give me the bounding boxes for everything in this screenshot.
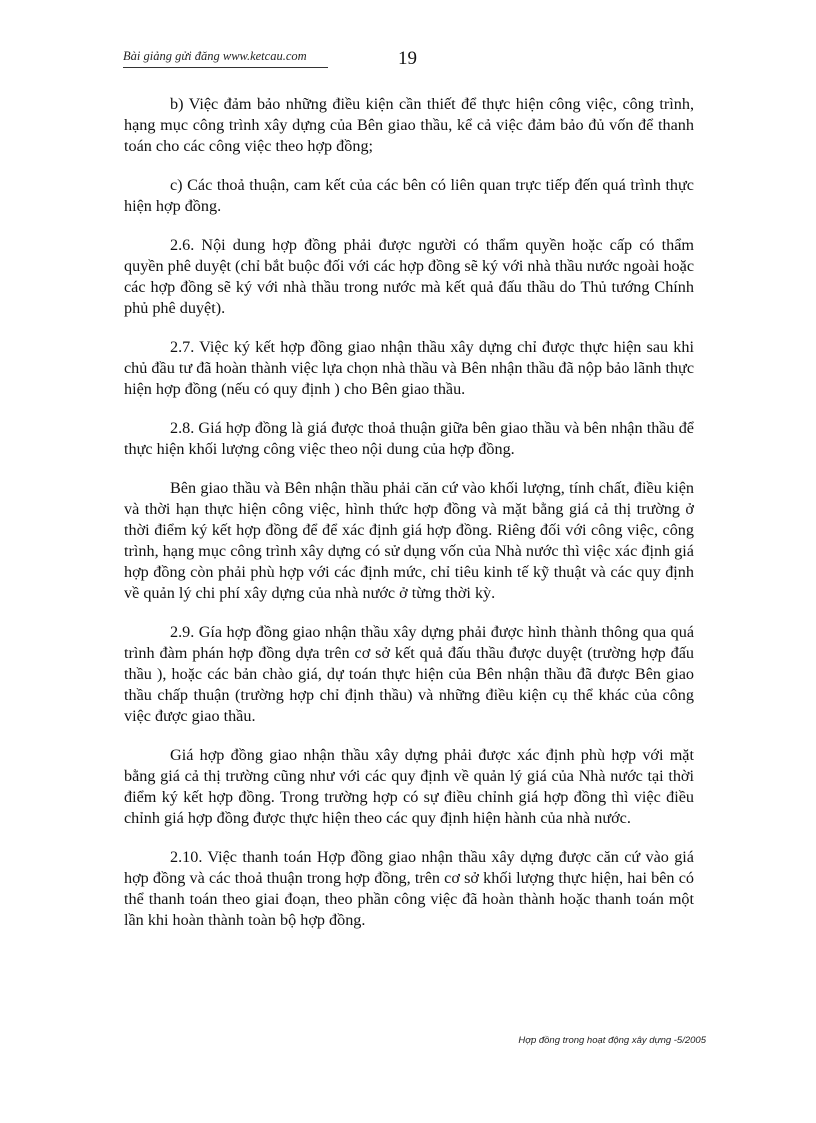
paragraph-2-8: 2.8. Giá hợp đồng là giá được thoả thuận giữa bên giao thầu và bên nhận thầu để thực hiện khối lượng công việc theo nội dung của hợp đồng. bbox=[124, 419, 694, 458]
paragraph-2-7: 2.7. Việc ký kết hợp đồng giao nhận thầu xây dựng chỉ được thực hiện sau khi chủ đầu tư đã hoàn thành việc lựa chọn nhà thầu và Bên nhận thầu đã nộp bảo lãnh thực hiện hợp đồng (nếu có quy định ) cho Bên giao thầu. bbox=[124, 338, 694, 398]
header-site-link[interactable]: Bài giảng gửi đăng www.ketcau.com bbox=[123, 49, 307, 63]
paragraph-2-8-detail: Bên giao thầu và Bên nhận thầu phải căn cứ vào khối lượng, tính chất, điều kiện và thời hạn thực hiện công việc, hình thức hợp đồng và mặt bằng giá cả thị trường ở thời điểm ký kết hợp đồng để để xác định giá hợp đồng. Riêng đối với công việc, công trình, hạng mục công trình xây dựng có sử dụng vốn của Nhà nước thì việc xác định giá hợp đồng còn phải phù hợp với các định mức, chỉ tiêu kinh tế kỹ thuật và các quy định về quản lý chi phí xây dựng của nhà nước ở từng thời kỳ. bbox=[124, 479, 694, 602]
paragraph-2-9: 2.9. Gía hợp đồng giao nhận thầu xây dựng phải được hình thành thông qua quá trình đàm phán hợp đồng dựa trên cơ sở kết quả đấu thầu được duyệt (trường hợp đấu thầu ), hoặc các bản chào giá, dự toán thực hiện của Bên nhận thầu đã được Bên giao thầu chấp thuận (trường hợp chỉ định thầu) và những điều kiện cụ thể khác của công việc được giao thầu. bbox=[124, 623, 694, 725]
document-body bbox=[124, 94, 694, 949]
paragraph-c: c) Các thoả thuận, cam kết của các bên có liên quan trực tiếp đến quá trình thực hiện hợp đồng. bbox=[124, 176, 694, 215]
header-underline bbox=[123, 67, 328, 68]
paragraph-b: b) Việc đảm bảo những điều kiện cần thiết để thực hiện công việc, công trình, hạng mục công trình xây dựng của Bên giao thầu, kể cả việc đảm bảo đủ vốn để thanh toán cho các công việc theo hợp đồng; bbox=[124, 95, 694, 155]
footer-text: Hợp đồng trong hoạt động xây dựng -5/2005 bbox=[518, 1035, 706, 1046]
page-number: 19 bbox=[398, 48, 417, 69]
paragraph-2-9-detail: Giá hợp đồng giao nhận thầu xây dựng phải được xác định phù hợp với mặt bằng giá cả thị trường cũng như với các quy định về quản lý giá của Nhà nước tại thời điểm ký kết hợp đồng. Trong trường hợp có sự điều chỉnh giá hợp đồng thì việc điều chỉnh giá hợp đồng được thực hiện theo các quy định hiện hành của nhà nước. bbox=[124, 746, 694, 827]
paragraph-2-6: 2.6. Nội dung hợp đồng phải được người có thẩm quyền hoặc cấp có thẩm quyền phê duyệt (chỉ bắt buộc đối với các hợp đồng sẽ ký với nhà thầu nước ngoài hoặc các hợp đồng sẽ ký với nhà thầu trong nước mà kết quả đấu thầu do Thủ tướng Chính phủ phê duyệt). bbox=[124, 236, 694, 317]
paragraph-2-10: 2.10. Việc thanh toán Hợp đồng giao nhận thầu xây dựng được căn cứ vào giá hợp đồng và các thoả thuận trong hợp đồng, trên cơ sở khối lượng thực hiện, hai bên có thể thanh toán theo giai đoạn, theo phần công việc đã hoàn thành hoặc thanh toán một lần khi hoàn thành toàn bộ hợp đồng. bbox=[124, 848, 694, 929]
